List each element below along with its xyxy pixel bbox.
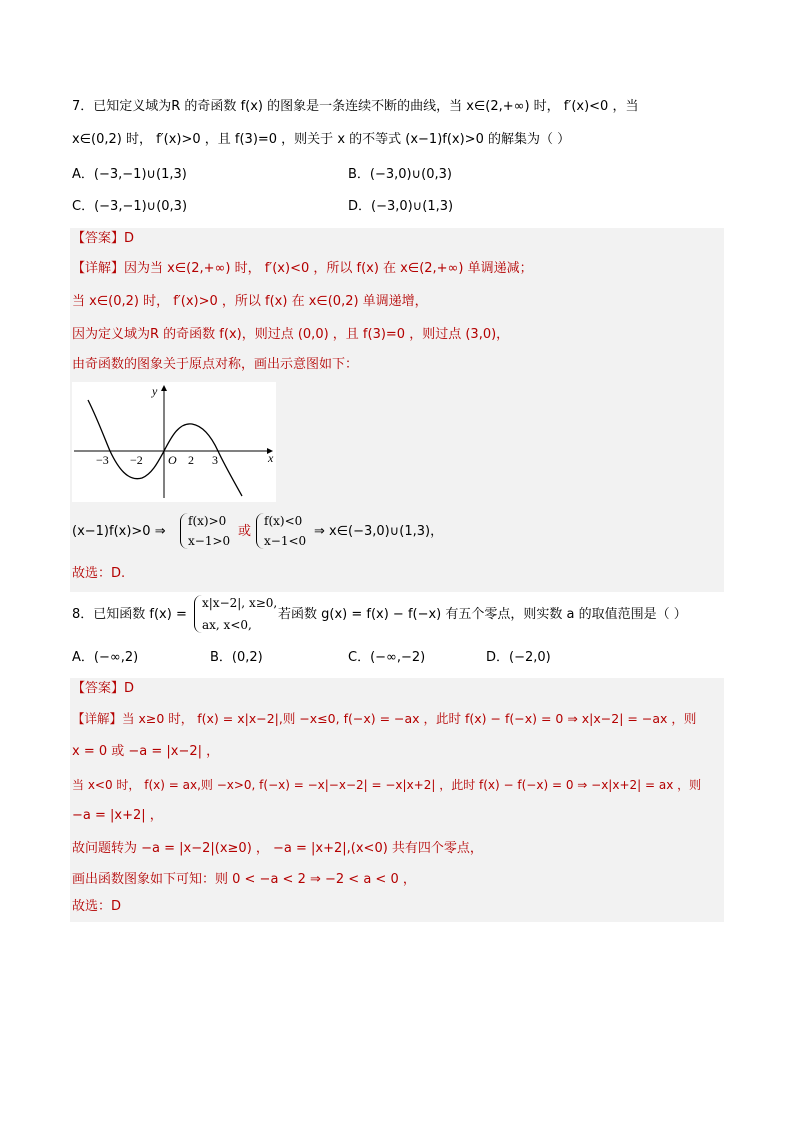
curve <box>88 400 242 496</box>
q7-conclusion: 故选：D. <box>72 566 126 581</box>
function-sketch-svg <box>72 382 276 502</box>
option-text: (−∞,−2) <box>370 650 426 665</box>
answer-label: 【答案】 <box>72 231 125 246</box>
option-letter: B． <box>348 167 370 182</box>
option-letter: D． <box>348 199 372 214</box>
piece-top: x|x−2|, x≥0, <box>202 596 278 610</box>
tick-label: 2 <box>188 453 194 467</box>
origin-label: O <box>168 453 177 467</box>
system-b-top: f(x)<0 <box>264 514 303 528</box>
q8-option-d <box>486 649 551 667</box>
option-text: (−3,0)∪(1,3) <box>371 199 454 214</box>
q7-option-b <box>348 166 452 184</box>
q7-stem-line2: x∈(0,2) 时， f′(x)>0 ，且 f(3)=0 ，则关于 x 的不等式 (x−1)f(x)>0 的解集为（ ） <box>72 132 571 147</box>
q8-stem-prefix: 8．已知函数 f(x) = <box>72 607 187 622</box>
q8-option-c <box>348 649 425 667</box>
tick-label: −3 <box>96 453 109 467</box>
q8-conclusion: 故选：D <box>72 899 122 914</box>
q7-detail-line3: 因为定义域为R 的奇函数 f(x)，则过点 (0,0) ，且 f(3)=0 ，则过点 (3,0)， <box>72 327 510 342</box>
option-letter: C． <box>72 199 95 214</box>
option-letter: B． <box>210 650 232 665</box>
system-a-bottom: x−1>0 <box>188 534 231 548</box>
q8-detail-line1 <box>72 710 696 728</box>
tick-label: 3 <box>212 453 218 467</box>
answer-value: D <box>124 231 135 246</box>
q7-detail-line4: 由奇函数的图象关于原点对称，画出示意图如下： <box>72 357 359 372</box>
q8-detail-line4: −a = |x+2| ， <box>72 808 163 823</box>
tick-label: −2 <box>130 453 143 467</box>
q8-option-a <box>72 649 138 667</box>
q7-detail-line2: 当 x∈(0,2) 时， f′(x)>0 ，所以 f(x) 在 x∈(0,2) 单调递增， <box>72 294 428 309</box>
q8-answer <box>72 680 134 698</box>
detail-label: 【详解】 <box>72 711 123 726</box>
option-letter: C． <box>348 650 371 665</box>
option-letter: D． <box>486 650 510 665</box>
system-b-bottom: x−1<0 <box>264 534 307 548</box>
x-axis-label: x <box>268 451 274 465</box>
detail-text: 因为当 x∈(2,+∞) 时， f′(x)<0 ，所以 f(x) 在 x∈(2,+∞) 单调递减； <box>124 261 533 276</box>
option-text: (−3,−1)∪(1,3) <box>93 167 187 182</box>
piece-bottom: ax, x<0, <box>202 618 252 632</box>
system-a-top: f(x)>0 <box>188 514 227 528</box>
q7-option-a <box>72 166 187 184</box>
answer-label: 【答案】 <box>72 681 125 696</box>
answer-value: D <box>124 681 135 696</box>
q8-detail-line2: x = 0 或 −a = |x−2| ， <box>72 744 220 759</box>
q7-stem-line1: 7．已知定义域为R 的奇函数 f(x) 的图象是一条连续不断的曲线，当 x∈(2,+∞) 时， f′(x)<0 ，当 <box>72 99 639 114</box>
q7-system-left: (x−1)f(x)>0 ⇒ <box>72 524 166 539</box>
y-axis-label: y <box>152 384 158 398</box>
q8-detail-line6: 画出函数图象如下可知：则 0 < −a < 2 ⇒ −2 < a < 0 ， <box>72 872 416 887</box>
system-or: 或 <box>238 524 252 539</box>
system-result: ⇒ x∈(−3,0)∪(1,3)， <box>314 524 444 539</box>
option-letter: A． <box>72 167 94 182</box>
q8-option-b <box>210 649 263 667</box>
q7-sketch-graph <box>72 382 276 502</box>
q8-detail-line3: 当 x<0 时， f(x) = ax,则 −x>0, f(−x) = −x|−x−2| = −x|x+2| ，此时 f(x) − f(−x) = 0 ⇒ −x|x+2| = ax ，则 <box>72 778 702 792</box>
q7-answer <box>72 230 134 248</box>
option-text: (−3,0)∪(0,3) <box>369 167 452 182</box>
q8-detail-line5: 故问题转为 −a = |x−2|(x≥0) ， −a = |x+2|,(x<0) 共有四个零点， <box>72 841 483 856</box>
detail-label: 【详解】 <box>72 261 125 276</box>
option-text: (0,2) <box>231 650 263 665</box>
option-text: (−3,−1)∪(0,3) <box>94 199 188 214</box>
option-letter: A． <box>72 650 94 665</box>
q7-option-c <box>72 198 187 216</box>
option-text: (−∞,2) <box>93 650 139 665</box>
q7-option-d <box>348 198 453 216</box>
q7-detail-line1 <box>72 260 533 278</box>
detail-text: 当 x≥0 时， f(x) = x|x−2|,则 −x≤0, f(−x) = −ax ，此时 f(x) − f(−x) = 0 ⇒ x|x−2| = −ax ，则 <box>122 711 697 726</box>
q8-stem-suffix: 若函数 g(x) = f(x) − f(−x) 有五个零点，则实数 a 的取值范围是（ ） <box>278 607 687 622</box>
option-text: (−2,0) <box>509 650 551 665</box>
